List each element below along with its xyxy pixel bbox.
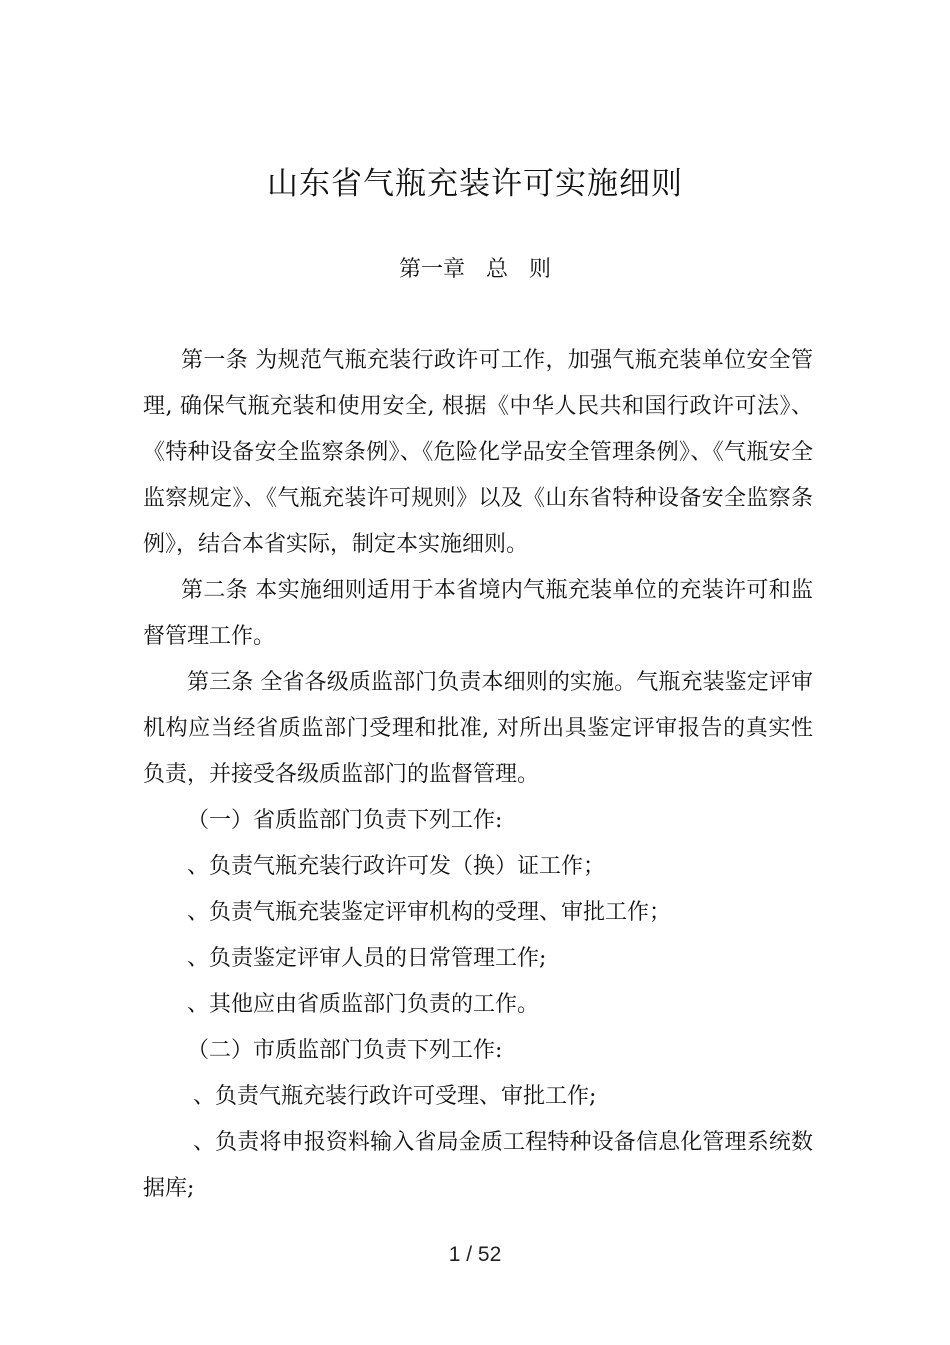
list-item: 、负责鉴定评审人员的日常管理工作; (187, 946, 547, 971)
list-item: 、负责气瓶充装行政许可受理、审批工作; (193, 1084, 597, 1109)
article-1-paragraph: 第一条 为规范气瓶充装行政许可工作，加强气瓶充装单位安全管理, 确保气瓶充装和使用安全, 根据《中华人民共和国行政许可法》、《特种设备安全监察条例》、《危险化学品安全管理条例》、《气瓶安全监察规定》、《气瓶充装许可规则》以及《山东省特种设备安全监察条例》，结合本省实际，制定本实施细则。 (143, 348, 813, 557)
list-item: 、负责将申报资料输入省局金质工程特种设备信息化管理系统数据库; (143, 1130, 813, 1201)
list-item: 、负责气瓶充装鉴定评审机构的受理、审批工作； (187, 900, 672, 925)
article-2-paragraph: 第二条 本实施细则适用于本省境内气瓶充装单位的充装许可和监督管理工作。 (143, 578, 813, 649)
page-number: 1 / 52 (448, 1243, 502, 1266)
list-item: 、负责气瓶充装行政许可发（换）证工作； (187, 854, 606, 879)
chapter-heading: 第一章 总 则 (399, 257, 551, 282)
document-title: 山东省气瓶充装许可实施细则 (267, 166, 683, 202)
document-body (143, 338, 813, 1212)
list-item: 、其他应由省质监部门负责的工作。 (187, 992, 540, 1017)
section-2-heading: （二）市质监部门负责下列工作: (187, 1038, 503, 1063)
section-1-heading: （一）省质监部门负责下列工作: (187, 808, 503, 833)
article-3-paragraph: 第三条 全省各级质监部门负责本细则的实施。气瓶充装鉴定评审机构应当经省质监部门受理和批准, 对所出具鉴定评审报告的真实性负责，并接受各级质监部门的监督管理。 (143, 670, 813, 787)
